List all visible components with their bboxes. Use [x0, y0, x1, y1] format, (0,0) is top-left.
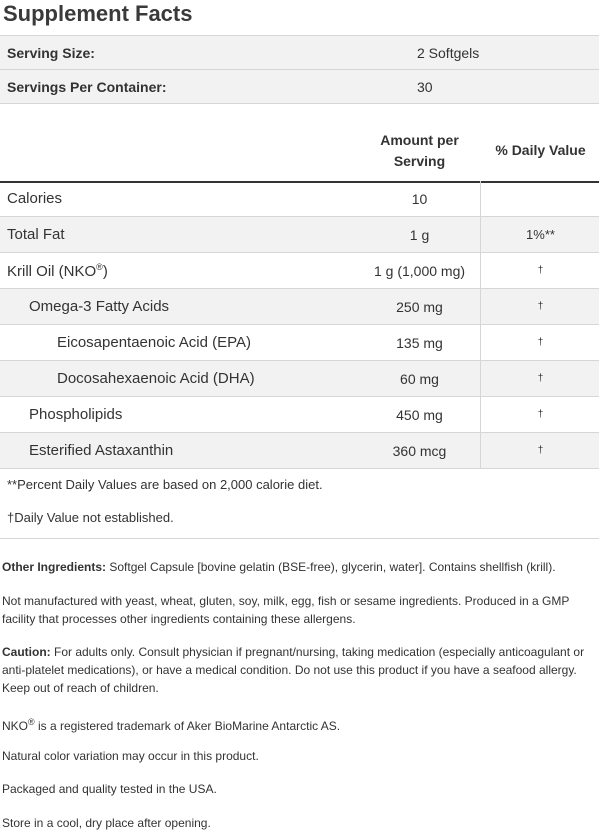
amount-per-serving-header [372, 130, 467, 172]
fact-dv: † [480, 325, 600, 360]
fact-dv [480, 181, 600, 216]
fact-name: Docosahexaenoic Acid (DHA) [57, 370, 255, 387]
serving-info [0, 35, 599, 104]
fact-amount: 1 g [409, 226, 430, 243]
fact-dv: † [480, 289, 600, 324]
facts-table [0, 181, 599, 469]
fact-row-astaxanthin [0, 433, 599, 469]
registered-mark: ® [28, 717, 35, 727]
fact-amount: 450 mg [396, 406, 443, 423]
allergen-statement: Not manufactured with yeast, wheat, gluten, soy, milk, egg, fish or sesame ingredients. Produced in a GMP facility that processes other ingredients containing these allergens. [2, 594, 570, 626]
fact-row-total-fat [0, 217, 599, 253]
fact-name-text: Krill Oil (NKO [7, 262, 97, 280]
page-title: Supplement Facts [3, 1, 193, 26]
caution-label: Caution: [2, 645, 51, 659]
amount-header-line2: Serving [393, 153, 446, 169]
facts-footnotes [0, 468, 599, 539]
other-ingredients-label: Other Ingredients: [2, 560, 107, 574]
fact-name-suffix: ) [102, 262, 108, 280]
serving-size-label: Serving Size: [7, 44, 95, 61]
fact-row-epa [0, 325, 599, 361]
storage-note: Store in a cool, dry place after opening. [2, 816, 211, 830]
fact-amount: 135 mg [396, 334, 443, 351]
caution-text: For adults only. Consult physician if pregnant/nursing, taking medication (especially anticoagulant or anti-platelet medications), or have a medical condition. Do not use this product if you have a seafood allergy. Keep out of reach of children. [2, 645, 585, 695]
fact-name [7, 262, 108, 280]
percent-daily-value-note: **Percent Daily Values are based on 2,000 calorie diet. [7, 477, 323, 492]
fact-name: Esterified Astaxanthin [29, 442, 174, 459]
serving-size-value: 2 Softgels [417, 44, 480, 61]
fact-name: Eicosapentaenoic Acid (EPA) [57, 334, 251, 351]
fact-amount: 60 mg [400, 370, 439, 387]
trademark-text: is a registered trademark of Aker BioMarine Antarctic AS. [34, 719, 341, 733]
servings-per-container-label: Servings Per Container: [7, 78, 167, 95]
amount-header-line1: Amount per [380, 132, 459, 148]
other-ingredients [2, 558, 592, 576]
fact-dv: † [480, 397, 600, 432]
fact-row-krill-oil [0, 253, 599, 289]
fact-dv: 1%** [480, 217, 600, 252]
fact-amount: 250 mg [396, 298, 443, 315]
fact-amount: 1 g (1,000 mg) [373, 262, 466, 279]
fact-name: Calories [7, 190, 63, 207]
trademark-statement [2, 713, 592, 735]
facts-header [0, 130, 599, 183]
servings-per-container-row [0, 69, 599, 104]
color-variation-note: Natural color variation may occur in this product. [2, 749, 259, 763]
servings-per-container-value: 30 [417, 78, 433, 95]
daily-value-header: % Daily Value [495, 142, 586, 158]
caution-statement [2, 643, 592, 697]
packaged-note: Packaged and quality tested in the USA. [2, 782, 217, 796]
trademark-prefix: NKO [2, 719, 29, 733]
daily-value-not-established-note: †Daily Value not established. [7, 510, 174, 525]
other-ingredients-text: Softgel Capsule [bovine gelatin (BSE-free), glycerin, water]. Contains shellfish (krill). [106, 560, 556, 574]
serving-size-row [0, 35, 599, 69]
fact-name: Total Fat [7, 226, 65, 243]
fact-row-calories [0, 181, 599, 217]
fact-dv: † [480, 361, 600, 396]
fact-dv: † [480, 253, 600, 288]
fact-name: Phospholipids [29, 406, 123, 423]
fact-row-omega3 [0, 289, 599, 325]
fact-row-phospholipids [0, 397, 599, 433]
fact-amount: 360 mcg [392, 442, 447, 459]
registered-mark: ® [96, 261, 103, 272]
fact-name: Omega-3 Fatty Acids [29, 298, 170, 315]
fact-dv: † [480, 433, 600, 468]
fact-row-dha [0, 361, 599, 397]
fact-amount: 10 [411, 190, 428, 207]
